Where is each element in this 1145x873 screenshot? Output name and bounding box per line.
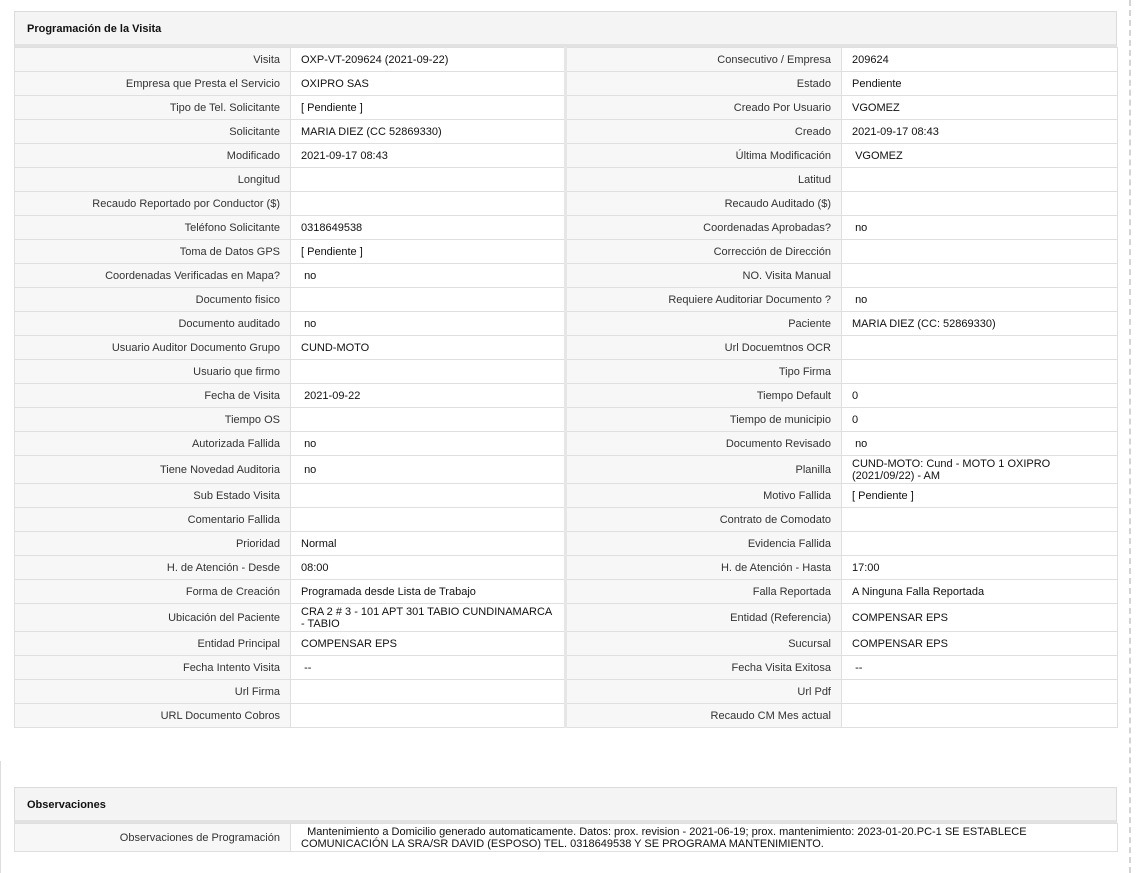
field-label: Solicitante [15,120,291,144]
field-value: no [291,432,566,456]
field-label: Entidad Principal [15,632,291,656]
field-label: Falla Reportada [566,580,842,604]
field-value: OXIPRO SAS [291,72,566,96]
table-row [15,484,1118,508]
field-value [842,680,1118,704]
field-value [842,336,1118,360]
field-label: URL Documento Cobros [15,704,291,728]
field-value [291,704,566,728]
field-label: Creado [566,120,842,144]
table-row [15,360,1118,384]
field-label: Tiempo Default [566,384,842,408]
field-label: Forma de Creación [15,580,291,604]
field-value [291,484,566,508]
field-label: Última Modificación [566,144,842,168]
field-value: 209624 [842,48,1118,72]
table-row [15,508,1118,532]
table-row [15,704,1118,728]
field-value: MARIA DIEZ (CC 52869330) [291,120,566,144]
field-label: Tiempo de municipio [566,408,842,432]
field-label: Coordenadas Aprobadas? [566,216,842,240]
field-value [842,168,1118,192]
observaciones-label: Observaciones de Programación [15,824,291,852]
field-label: Sucursal [566,632,842,656]
field-label: Tiempo OS [15,408,291,432]
field-label: Creado Por Usuario [566,96,842,120]
field-value: no [842,288,1118,312]
field-value: 0 [842,384,1118,408]
table-row [15,168,1118,192]
table-row [15,264,1118,288]
field-value: [ Pendiente ] [291,240,566,264]
field-label: Modificado [15,144,291,168]
field-value: COMPENSAR EPS [842,604,1118,632]
field-value: 0318649538 [291,216,566,240]
field-label: Tipo Firma [566,360,842,384]
table-row [15,656,1118,680]
page-border-left [0,761,4,873]
table-row [15,384,1118,408]
table-row [15,336,1118,360]
field-label: Recaudo Auditado ($) [566,192,842,216]
field-value [842,704,1118,728]
observaciones-table [14,823,1118,852]
field-value: [ Pendiente ] [291,96,566,120]
field-label: Fecha Intento Visita [15,656,291,680]
field-value: Normal [291,532,566,556]
field-label: Documento fisico [15,288,291,312]
field-label: Entidad (Referencia) [566,604,842,632]
field-label: Consecutivo / Empresa [566,48,842,72]
table-row [15,532,1118,556]
field-label: Comentario Fallida [15,508,291,532]
table-row [15,556,1118,580]
field-label: H. de Atención - Desde [15,556,291,580]
field-value: CRA 2 # 3 - 101 APT 301 TABIO CUNDINAMARCA - TABIO [291,604,566,632]
field-value: CUND-MOTO [291,336,566,360]
field-label: Motivo Fallida [566,484,842,508]
field-label: Documento Revisado [566,432,842,456]
field-value [842,240,1118,264]
field-label: Paciente [566,312,842,336]
field-value: Programada desde Lista de Trabajo [291,580,566,604]
field-value: no [842,432,1118,456]
field-label: Teléfono Solicitante [15,216,291,240]
field-value: no [291,312,566,336]
field-label: Url Docuemtnos OCR [566,336,842,360]
field-label: Fecha Visita Exitosa [566,656,842,680]
field-value: no [291,456,566,484]
field-value: VGOMEZ [842,144,1118,168]
field-label: Corrección de Dirección [566,240,842,264]
field-label: NO. Visita Manual [566,264,842,288]
field-value [842,532,1118,556]
table-row [15,240,1118,264]
table-row [15,192,1118,216]
field-value [291,508,566,532]
field-label: Recaudo Reportado por Conductor ($) [15,192,291,216]
field-label: H. de Atención - Hasta [566,556,842,580]
table-row [15,680,1118,704]
observaciones-title: Observaciones [14,787,1117,823]
table-row [15,456,1118,484]
field-value [842,192,1118,216]
field-value [291,408,566,432]
field-value [291,192,566,216]
table-row [15,312,1118,336]
field-value: 0 [842,408,1118,432]
table-row [15,96,1118,120]
field-value: COMPENSAR EPS [842,632,1118,656]
table-row [15,288,1118,312]
field-label: Contrato de Comodato [566,508,842,532]
field-value: 2021-09-17 08:43 [842,120,1118,144]
field-value: 2021-09-22 [291,384,566,408]
field-value: A Ninguna Falla Reportada [842,580,1118,604]
field-label: Usuario Auditor Documento Grupo [15,336,291,360]
field-label: Fecha de Visita [15,384,291,408]
field-value: 17:00 [842,556,1118,580]
field-value [291,680,566,704]
field-value: CUND-MOTO: Cund - MOTO 1 OXIPRO (2021/09/22) - AM [842,456,1118,484]
field-label: Toma de Datos GPS [15,240,291,264]
field-label: Usuario que firmo [15,360,291,384]
observaciones-panel [14,787,1117,852]
field-value: 2021-09-17 08:43 [291,144,566,168]
field-label: Latitud [566,168,842,192]
field-label: Tipo de Tel. Solicitante [15,96,291,120]
field-label: Recaudo CM Mes actual [566,704,842,728]
page-border-right [1129,0,1131,873]
field-label: Prioridad [15,532,291,556]
programacion-title: Programación de la Visita [14,11,1117,47]
field-value: MARIA DIEZ (CC: 52869330) [842,312,1118,336]
field-label: Tiene Novedad Auditoria [15,456,291,484]
field-value [291,360,566,384]
field-label: Evidencia Fallida [566,532,842,556]
field-value [842,508,1118,532]
table-row [15,432,1118,456]
table-row [15,604,1118,632]
table-row [15,216,1118,240]
table-row [15,72,1118,96]
table-row [15,408,1118,432]
field-value: OXP-VT-209624 (2021-09-22) [291,48,566,72]
field-value: VGOMEZ [842,96,1118,120]
table-row [15,632,1118,656]
field-value [291,288,566,312]
field-value [842,360,1118,384]
observaciones-value: Mantenimiento a Domicilio generado automaticamente. Datos: prox. revision - 2021-06-19; prox. mantenimiento: 2023-01-20.PC-1 SE ESTABLECE COMUNICACIÓN LA SRA/SR DAVID (ESPOSO) TEL. 0318649538 Y SE PROGRAMA MANTENIMIENTO. [291,824,1118,852]
field-label: Autorizada Fallida [15,432,291,456]
field-label: Empresa que Presta el Servicio [15,72,291,96]
field-value: Pendiente [842,72,1118,96]
field-value: COMPENSAR EPS [291,632,566,656]
field-label: Url Firma [15,680,291,704]
programacion-panel [14,11,1117,728]
field-value: [ Pendiente ] [842,484,1118,508]
table-row [15,824,1118,852]
table-row [15,144,1118,168]
table-row [15,580,1118,604]
field-label: Longitud [15,168,291,192]
field-value: -- [842,656,1118,680]
table-row [15,120,1118,144]
field-value: 08:00 [291,556,566,580]
field-label: Requiere Auditoriar Documento ? [566,288,842,312]
field-label: Documento auditado [15,312,291,336]
field-label: Coordenadas Verificadas en Mapa? [15,264,291,288]
field-label: Url Pdf [566,680,842,704]
field-label: Estado [566,72,842,96]
field-value [842,264,1118,288]
field-value: no [291,264,566,288]
field-label: Visita [15,48,291,72]
field-value: no [842,216,1118,240]
programacion-table [14,47,1118,728]
field-value [291,168,566,192]
field-label: Sub Estado Visita [15,484,291,508]
table-row [15,48,1118,72]
field-value: -- [291,656,566,680]
field-label: Ubicación del Paciente [15,604,291,632]
field-label: Planilla [566,456,842,484]
